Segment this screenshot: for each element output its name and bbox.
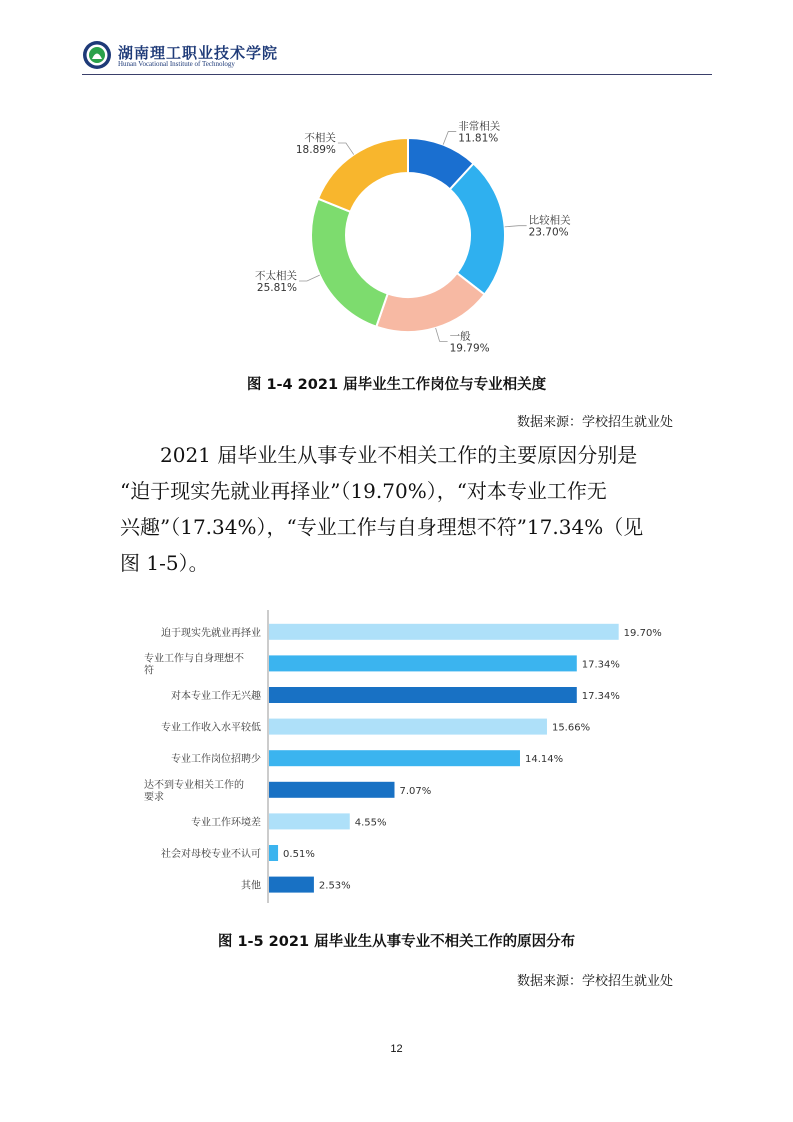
- bar-category-label: 专业工作环境差: [191, 817, 261, 829]
- bar-category-label: 专业工作与自身理想不: [144, 653, 244, 665]
- page-header: [82, 40, 712, 74]
- bar: [269, 750, 520, 766]
- bar: [269, 877, 314, 893]
- slice-value-label: 19.79%: [449, 342, 490, 355]
- slice-value-label: 18.89%: [295, 143, 336, 156]
- slice-leader-line: [299, 275, 320, 281]
- paragraph-line: 兴趣”（17.34%），“专业工作与自身理想不符”17.34%（见: [120, 515, 644, 539]
- bar-category-label: 专业工作收入水平较低: [161, 722, 261, 734]
- paragraph-line: 图 1-5）。: [120, 551, 209, 575]
- slice-label: 不太相关: [254, 269, 297, 282]
- bar-value-label: 17.34%: [581, 659, 620, 671]
- bar-value-label: 0.51%: [283, 849, 315, 860]
- bar-category-label: 专业工作岗位招聘少: [171, 754, 261, 766]
- donut-slice: [311, 199, 388, 327]
- figure-2-caption: 图 1-5 2021 届毕业生从事专业不相关工作的原因分布: [217, 934, 576, 950]
- school-name-en: Hunan Vocational Institute of Technology: [118, 60, 235, 68]
- bar-category-label: 符: [144, 665, 154, 677]
- slice-leader-line: [338, 143, 354, 155]
- slice-leader-line: [443, 132, 456, 145]
- bar-value-label: 14.14%: [524, 754, 564, 766]
- paragraph-line: 2021 届毕业生从事专业不相关工作的主要原因分别是: [160, 443, 638, 467]
- slice-leader-line: [505, 226, 527, 227]
- slice-label: 非常相关: [458, 120, 501, 133]
- bar-value-label: 19.70%: [623, 627, 662, 639]
- bar: [269, 845, 278, 861]
- slice-value-label: 23.70%: [528, 226, 569, 239]
- bar: [269, 719, 547, 735]
- figure-2-source: 数据来源：学校招生就业处: [516, 974, 673, 989]
- bar-category-label: 迫于现实先就业再择业: [161, 627, 261, 639]
- bar-category-label: 社会对母校专业不认可: [161, 849, 261, 860]
- slice-value-label: 11.81%: [458, 132, 499, 145]
- slice-leader-line: [436, 328, 448, 341]
- slice-label: 一般: [449, 330, 471, 343]
- paragraph-line: “迫于现实先就业再择业”（19.70%），“对本专业工作无: [120, 479, 607, 503]
- bar: [269, 813, 350, 829]
- donut-slice: [376, 273, 484, 332]
- bar: [269, 624, 619, 640]
- donut-chart: [240, 110, 571, 360]
- school-logo-icon: [82, 40, 112, 70]
- bar-chart: [140, 608, 680, 910]
- bar-category-label: 达不到专业相关工作的: [144, 779, 244, 791]
- bar-category-label: 要求: [144, 791, 164, 803]
- bar-value-label: 17.34%: [581, 691, 620, 702]
- bar-category-label: 其他: [241, 880, 261, 892]
- slice-value-label: 25.81%: [256, 281, 297, 294]
- bar-category-label: 对本专业工作无兴趣: [171, 691, 261, 702]
- page-number: 12: [390, 1043, 403, 1055]
- slice-label: 比较相关: [528, 214, 571, 227]
- bar-value-label: 7.07%: [399, 785, 432, 797]
- figure-1-source: 数据来源：学校招生就业处: [516, 415, 673, 430]
- header-divider: [82, 74, 712, 75]
- bar: [269, 687, 577, 703]
- bar: [269, 655, 577, 671]
- bar: [269, 782, 394, 798]
- slice-label: 不相关: [304, 131, 336, 144]
- body-paragraph: [120, 437, 680, 581]
- figure-1-caption: 图 1-4 2021 届毕业生工作岗位与专业相关度: [246, 377, 547, 393]
- bar-value-label: 15.66%: [551, 722, 591, 734]
- bar-value-label: 2.53%: [318, 880, 351, 892]
- bar-value-label: 4.55%: [354, 817, 387, 829]
- school-name: 湖南理工职业技术学院: [118, 44, 279, 62]
